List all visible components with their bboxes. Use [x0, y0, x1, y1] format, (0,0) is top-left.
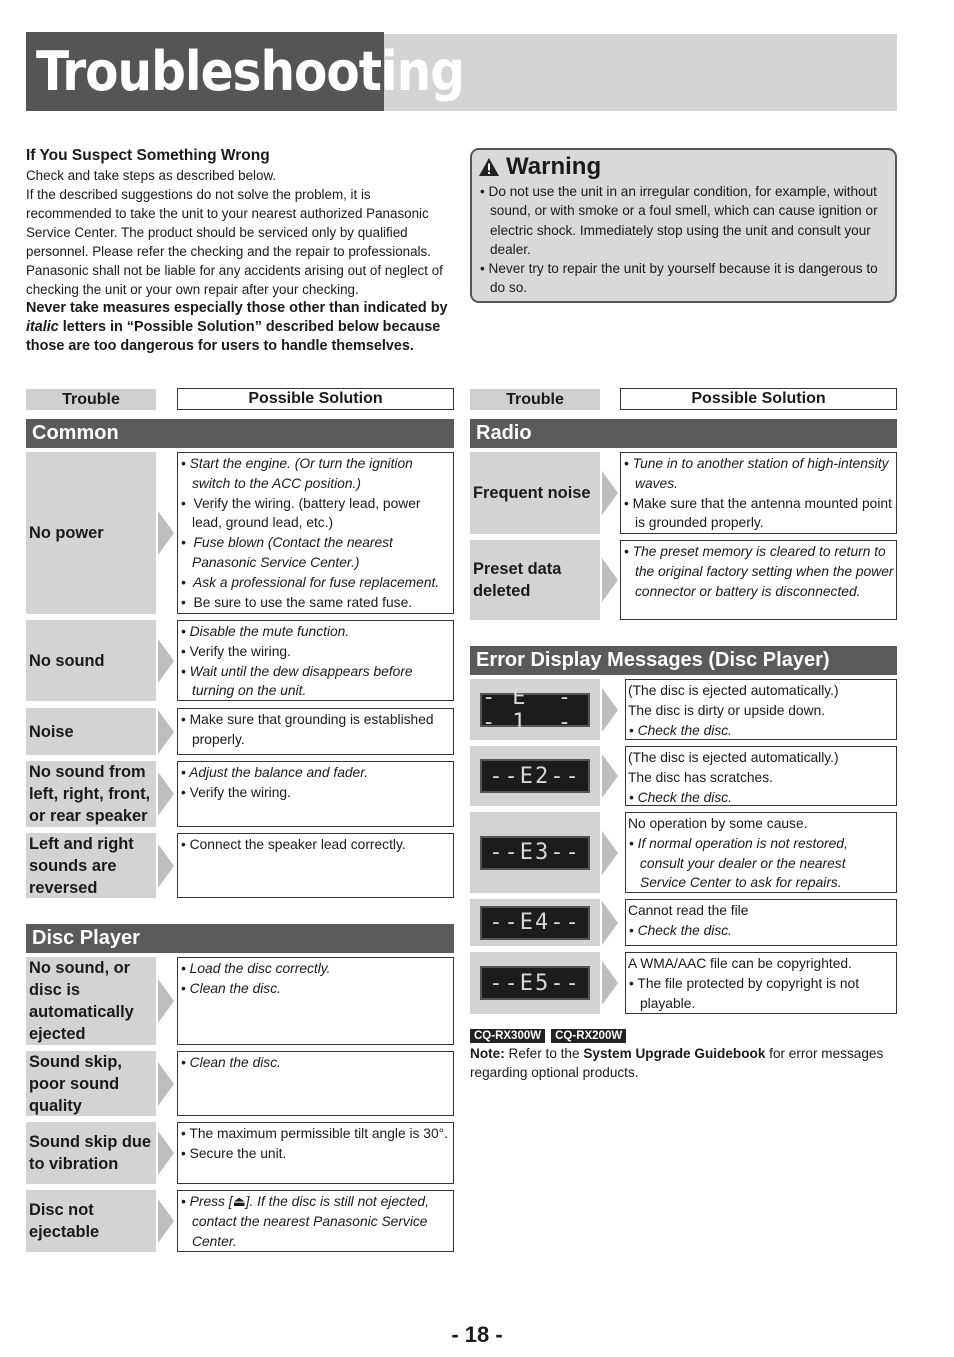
solution-text: Make sure that the antenna mounted point is grounded properly. — [632, 495, 892, 531]
arrow-icon — [158, 1051, 174, 1116]
solution-item: • Load the disc correctly. — [181, 961, 331, 976]
solution-text: Be sure to use the same rated fuse. — [193, 594, 413, 610]
model-badge: CQ-RX300W — [470, 1029, 545, 1043]
solution-item: • Start the engine. (Or turn the ignition switch to the ACC position.) — [181, 456, 413, 491]
warning-title — [478, 152, 885, 182]
warning-triangle-icon — [478, 157, 500, 177]
solution-item: • The maximum permissible tilt angle is 30°. — [181, 1126, 448, 1141]
solution-item: • Check the disc. — [629, 722, 732, 738]
solution-item: • Clean the disc. — [181, 980, 281, 996]
section-error-display: Error Display Messages (Disc Player) — [470, 646, 897, 675]
solution-item: • Check the disc. — [629, 922, 732, 938]
solution-item: • Connect the speaker lead correctly. — [181, 837, 406, 852]
arrow-icon — [158, 1190, 174, 1252]
solution-text: Tune in to another station of high-intensity waves. — [632, 456, 889, 491]
solution-noise — [177, 708, 454, 755]
error-line: The disc has scratches. — [628, 769, 773, 785]
solution-text: Verify the wiring. (battery lead, power lead, ground lead, etc.) — [192, 495, 421, 531]
solution-item: • Adjust the balance and fader. — [181, 765, 369, 780]
trouble-preset-deleted: Preset data deleted — [470, 540, 600, 620]
solution-text: Wait until the dew disappears before turning on the unit. — [189, 663, 413, 699]
warning-item: • Do not use the unit in an irregular condition, for example, without sound, or with smoke or a foul smell, which can cause ignition or electric shock. Immediately stop using the unit and consult your dealer. — [480, 184, 878, 257]
solution-text: The file protected by copyright is not playable. — [637, 975, 860, 1011]
arrow-icon — [158, 833, 174, 898]
solution-item: • The preset memory is cleared to return to the original factory setting when the power connector or battery is disconnected. — [624, 544, 894, 599]
section-disc-player: Disc Player — [26, 924, 454, 953]
error-line: Cannot read the file — [628, 903, 749, 918]
arrow-icon — [158, 1122, 174, 1184]
error-code: E5 — [519, 970, 551, 996]
solution-vibration — [177, 1122, 454, 1184]
solution-text: Adjust the balance and fader. — [189, 765, 369, 780]
model-badges — [470, 1025, 900, 1044]
intro-block — [26, 146, 456, 356]
note-text-b: for error messages regarding optional products. — [470, 1046, 884, 1080]
intro-caution-b: letters in “Possible Solution” described below because those are too dangerous for users to handle themselves. — [26, 319, 441, 354]
solution-item: • Make sure that the antenna mounted point is grounded properly. — [624, 495, 892, 531]
solution-text: Clean the disc. — [189, 1055, 281, 1070]
warning-item-text: Never try to repair the unit by yourself because it is dangerous to do so. — [488, 261, 878, 296]
warning-item: • Never try to repair the unit by yourself because it is dangerous to do so. — [480, 261, 878, 296]
error-code: E 1 — [512, 684, 528, 735]
page-title: Troubleshooting — [36, 40, 465, 103]
intro-caution — [26, 299, 456, 356]
intro-caution-a: Never take measures especially those other than indicated by — [26, 300, 448, 316]
arrow-icon — [158, 620, 174, 701]
trouble-frequent-noise: Frequent noise — [470, 452, 600, 534]
solution-item: • Tune in to another station of high-intensity waves. — [624, 456, 889, 491]
solution-no-sound — [177, 620, 454, 701]
note-text — [470, 1044, 900, 1082]
model-badge: CQ-RX200W — [551, 1029, 626, 1043]
arrow-icon — [602, 540, 618, 620]
error-message-e5 — [625, 952, 897, 1014]
solution-item: • Press [⏏]. If the disc is still not ejected, contact the nearest Panasonic Service Center. — [181, 1194, 429, 1249]
lcd-display: -- E2 -- — [480, 759, 590, 793]
solution-reversed — [177, 833, 454, 898]
arrow-icon — [602, 899, 618, 946]
intro-heading: If You Suspect Something Wrong — [26, 147, 270, 164]
page-number: - 18 - — [451, 1322, 503, 1347]
solution-item: • The file protected by copyright is not playable. — [629, 975, 860, 1011]
solution-text: If normal operation is not restored, consult your dealer or the nearest Service Center to ask for repairs. — [637, 835, 848, 891]
solution-text: Check the disc. — [637, 789, 732, 805]
error-message-e1 — [625, 679, 897, 740]
arrow-icon — [602, 812, 618, 893]
note-block — [470, 1025, 900, 1082]
solution-text: Check the disc. — [637, 922, 732, 938]
solution-text: Ask a professional for fuse replacement. — [193, 574, 440, 590]
solution-item: • Verify the wiring. — [181, 643, 291, 659]
arrow-icon — [158, 708, 174, 755]
header-trouble-left: Trouble — [26, 389, 156, 410]
error-message-e4 — [625, 899, 897, 946]
solution-text: Verify the wiring. — [189, 784, 291, 800]
solution-item: • Fuse blown (Contact the nearest Panasonic Service Center.) — [181, 535, 393, 570]
solution-text: Verify the wiring. — [189, 643, 291, 659]
error-display-e5 — [470, 952, 600, 1014]
solution-text: The preset memory is cleared to return to the original factory setting when the power connector or battery is disconnected. — [632, 544, 894, 599]
solution-item: • Make sure that grounding is established properly. — [181, 712, 434, 747]
note-text-a: Refer to the — [504, 1046, 584, 1061]
solution-disc-ejected — [177, 957, 454, 1045]
section-common: Common — [26, 419, 454, 448]
trouble-noise: Noise — [26, 708, 156, 755]
lcd-display: -- E4 -- — [480, 906, 590, 940]
intro-p2: If the described suggestions do not solve the problem, it is recommended to take the unit to your nearest authorized Panasonic Service Center. The product should be serviced only by qualified personnel. Please refer the checking and the repair to professionals. Panasonic shall not be liable for any accidents arising out of neglect of checking the unit or your own repair after your checking. — [26, 187, 443, 297]
arrow-icon — [158, 957, 174, 1045]
arrow-icon — [602, 452, 618, 534]
solution-text: The maximum permissible tilt angle is 30°. — [189, 1126, 448, 1141]
trouble-no-sound: No sound — [26, 620, 156, 701]
error-display-e3 — [470, 812, 600, 893]
solution-item: • Clean the disc. — [181, 1055, 281, 1070]
solution-text: Start the engine. (Or turn the ignition switch to the ACC position.) — [189, 456, 413, 491]
error-display-e4 — [470, 899, 600, 946]
arrow-icon — [602, 952, 618, 1014]
error-line: (The disc is ejected automatically.) — [628, 683, 839, 698]
solution-item: • Wait until the dew disappears before turning on the unit. — [181, 663, 413, 699]
solution-preset-deleted — [620, 540, 897, 620]
trouble-reversed: Left and right sounds are reversed — [26, 833, 156, 898]
arrow-icon — [158, 452, 174, 614]
solution-text: Connect the speaker lead correctly. — [189, 837, 406, 852]
error-message-e3 — [625, 812, 897, 893]
section-radio: Radio — [470, 419, 897, 448]
warning-title-text: Warning — [506, 153, 602, 180]
solution-text: Fuse blown (Contact the nearest Panasonic Service Center.) — [192, 535, 393, 570]
solution-text: Press [⏏]. If the disc is still not ejected, contact the nearest Panasonic Service Center. — [189, 1194, 429, 1249]
solution-text: Load the disc correctly. — [189, 961, 331, 976]
error-line: (The disc is ejected automatically.) — [628, 750, 839, 765]
note-guidebook: System Upgrade Guidebook — [583, 1046, 766, 1061]
solution-item: • Disable the mute function. — [181, 624, 350, 639]
solution-text: Secure the unit. — [189, 1145, 287, 1161]
header-trouble-right: Trouble — [470, 389, 600, 410]
trouble-no-power: No power — [26, 452, 156, 614]
warning-box — [470, 148, 897, 303]
solution-item: • Verify the wiring. (battery lead, power lead, ground lead, etc.) — [181, 495, 421, 531]
warning-list — [478, 182, 885, 298]
trouble-not-ejectable: Disc not ejectable — [26, 1190, 156, 1252]
solution-no-power — [177, 452, 454, 614]
solution-not-ejectable — [177, 1190, 454, 1252]
solution-text: Make sure that grounding is established properly. — [189, 712, 434, 747]
solution-text: Check the disc. — [637, 722, 732, 738]
error-line: No operation by some cause. — [628, 816, 808, 831]
header-solution-left: Possible Solution — [177, 388, 454, 410]
trouble-disc-ejected: No sound, or disc is automatically ejected — [26, 957, 156, 1045]
solution-frequent-noise — [620, 452, 897, 534]
note-label: Note: — [470, 1046, 505, 1061]
error-display-e1 — [470, 679, 600, 740]
trouble-no-sound-speaker: No sound from left, right, front, or rear speaker — [26, 761, 156, 827]
warning-item-text: Do not use the unit in an irregular condition, for example, without sound, or with smoke or a foul smell, which can cause ignition or electric shock. Immediately stop using the unit and consult your dealer. — [488, 184, 878, 257]
solution-text: Clean the disc. — [189, 980, 281, 996]
error-code: E3 — [519, 840, 551, 865]
solution-text: Disable the mute function. — [189, 624, 350, 639]
solution-item: • Secure the unit. — [181, 1145, 287, 1161]
lcd-display: -- E 1 -- — [480, 693, 590, 727]
lcd-display: -- E5 -- — [480, 966, 590, 1000]
error-line: A WMA/AAC file can be copyrighted. — [628, 956, 852, 971]
error-line: The disc is dirty or upside down. — [628, 702, 826, 718]
solution-item: • Verify the wiring. — [181, 784, 291, 800]
solution-item: • Ask a professional for fuse replacement. — [181, 574, 440, 590]
solution-sound-skip — [177, 1051, 454, 1116]
trouble-sound-skip: Sound skip, poor sound quality — [26, 1051, 156, 1116]
error-code: E2 — [519, 763, 551, 789]
error-message-e2 — [625, 746, 897, 806]
arrow-icon — [602, 746, 618, 806]
arrow-icon — [602, 679, 618, 740]
error-code: E4 — [519, 910, 551, 935]
trouble-vibration: Sound skip due to vibration — [26, 1122, 156, 1184]
intro-p1: Check and take steps as described below. — [26, 168, 277, 183]
intro-caution-italic: italic — [26, 319, 59, 335]
solution-no-sound-speaker — [177, 761, 454, 827]
solution-item: • If normal operation is not restored, consult your dealer or the nearest Service Center to ask for repairs. — [629, 835, 848, 891]
solution-item: • Check the disc. — [629, 789, 732, 805]
lcd-display: -- E3 -- — [480, 836, 590, 870]
header-solution-right: Possible Solution — [620, 388, 897, 410]
error-display-e2 — [470, 746, 600, 806]
solution-item: • Be sure to use the same rated fuse. — [181, 594, 413, 610]
arrow-icon — [158, 761, 174, 827]
